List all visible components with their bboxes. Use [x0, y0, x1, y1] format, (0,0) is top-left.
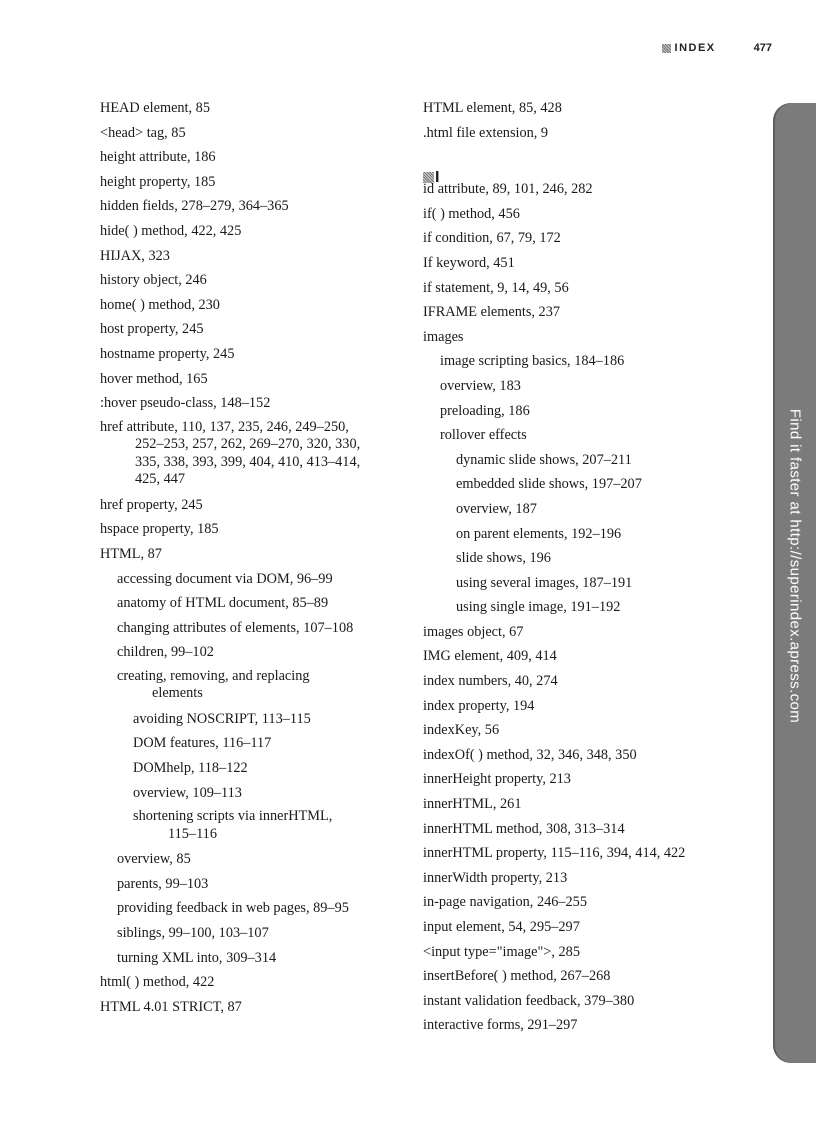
index-entry — [456, 522, 758, 547]
index-entry — [423, 202, 758, 227]
index-entry — [117, 872, 405, 897]
index-entry — [423, 915, 758, 940]
index-entry — [100, 342, 405, 367]
index-entry-text: HEAD element, 85 — [100, 100, 210, 116]
index-entry-text: HTML 4.01 STRICT, 87 — [100, 998, 242, 1015]
index-entry — [423, 276, 758, 301]
index-entry-text: innerHTML, 261 — [423, 796, 522, 813]
index-entry-text: input element, 54, 295–297 — [423, 919, 580, 935]
index-entry-text: <head> tag, 85 — [100, 124, 186, 141]
index-entry — [423, 817, 758, 842]
index-entry-text: indexKey, 56 — [423, 722, 500, 739]
index-entry-text: providing feedback in web pages, 89–95 — [117, 900, 349, 917]
index-entry-text: IFRAME elements, 237 — [423, 304, 561, 321]
index-entry — [100, 317, 405, 342]
index-entry-continuation: 425, 447 — [135, 471, 186, 488]
index-entry — [423, 226, 758, 251]
index-entry-continuation: 335, 338, 393, 399, 404, 410, 413–414, — [135, 453, 361, 470]
index-entry-text: innerWidth property, 213 — [423, 869, 568, 886]
index-entry-text: id attribute, 89, 101, 246, 282 — [423, 181, 593, 198]
index-entry-text: index property, 194 — [423, 697, 535, 714]
index-entry-text: changing attributes of elements, 107–108 — [117, 619, 354, 636]
index-entry-text: images object, 67 — [423, 623, 524, 640]
index-entry-text: href attribute, 110, 137, 235, 246, 249–250, — [100, 418, 349, 435]
index-entry-continuation: 115–116 — [168, 825, 217, 842]
header-section-label: INDEX — [674, 42, 716, 54]
index-entry — [100, 121, 405, 146]
index-entry-text: siblings, 99–100, 103–107 — [117, 925, 269, 942]
index-entry — [440, 399, 758, 424]
index-entry — [133, 731, 405, 756]
index-entry — [117, 896, 405, 921]
index-entry-text: index numbers, 40, 274 — [423, 673, 558, 690]
index-entry — [423, 743, 758, 768]
index-entry — [100, 970, 405, 995]
index-entry — [423, 890, 758, 915]
index-entry — [423, 251, 758, 276]
index-entry-text: overview, 109–113 — [133, 784, 242, 801]
index-entry-text: shortening scripts via innerHTML, — [133, 808, 333, 825]
index-entry — [117, 921, 405, 946]
index-entry-text: children, 99–102 — [117, 644, 214, 661]
index-entry — [456, 497, 758, 522]
index-entry — [423, 669, 758, 694]
index-entry-text: host property, 245 — [100, 321, 204, 338]
index-entry-text: hover method, 165 — [100, 370, 208, 387]
index-entry — [423, 121, 758, 146]
index-entry-text: HTML, 87 — [100, 545, 162, 562]
index-entry-text: on parent elements, 192–196 — [456, 525, 622, 542]
index-entry — [423, 866, 758, 891]
index-entry-text: interactive forms, 291–297 — [423, 1017, 578, 1034]
index-entry — [423, 177, 758, 202]
index-entry — [117, 847, 405, 872]
index-entry-text: parents, 99–103 — [117, 875, 209, 892]
index-entry — [456, 472, 758, 497]
index-entry-text: using single image, 191–192 — [456, 599, 621, 616]
index-group-h-continued — [423, 96, 758, 145]
index-entry-text: DOM features, 116–117 — [133, 735, 272, 752]
index-entry — [423, 767, 758, 792]
index-entry — [100, 293, 405, 318]
index-entry — [456, 595, 758, 620]
index-entry — [423, 325, 758, 350]
index-entry — [100, 194, 405, 219]
index-entry — [423, 96, 758, 121]
index-entry — [100, 367, 405, 392]
index-entry — [100, 268, 405, 293]
index-entry-text: height attribute, 186 — [100, 149, 216, 166]
index-entry-text: accessing document via DOM, 96–99 — [117, 570, 333, 587]
index-entry — [100, 416, 405, 493]
index-entry-text: innerHeight property, 213 — [423, 771, 571, 788]
index-entry — [100, 493, 405, 518]
index-entry-continuation: elements — [152, 685, 203, 702]
index-entry — [117, 567, 405, 592]
index-entry-text: if statement, 9, 14, 49, 56 — [423, 279, 569, 296]
index-entry-text: history object, 246 — [100, 272, 207, 289]
index-entry-text: image scripting basics, 184–186 — [440, 353, 625, 370]
index-entry — [440, 374, 758, 399]
index-entry-text: avoiding NOSCRIPT, 113–115 — [133, 710, 311, 727]
index-entry-text: height property, 185 — [100, 173, 216, 190]
index-entry — [423, 841, 758, 866]
index-entry-continuation: 252–253, 257, 262, 269–270, 320, 330, — [135, 436, 361, 453]
index-entry — [100, 219, 405, 244]
index-entry-text: hide( ) method, 422, 425 — [100, 222, 242, 239]
index-entry-text: DOMhelp, 118–122 — [133, 760, 248, 777]
index-entry-text: slide shows, 196 — [456, 550, 551, 567]
index-entry-text: <input type="image">, 285 — [423, 943, 580, 960]
index-entry-text: instant validation feedback, 379–380 — [423, 992, 635, 1009]
index-column-left — [100, 96, 405, 1019]
index-entry-text: embedded slide shows, 197–207 — [456, 476, 642, 493]
index-entry-text: dynamic slide shows, 207–211 — [456, 451, 632, 468]
index-entry-text: if condition, 67, 79, 172 — [423, 230, 561, 247]
index-entry-text: innerHTML property, 115–116, 394, 414, 422 — [423, 845, 686, 862]
index-entry-text: insertBefore( ) method, 267–268 — [423, 968, 611, 985]
index-group-i — [423, 177, 758, 1038]
index-entry-text: overview, 183 — [440, 377, 521, 394]
index-entry — [423, 620, 758, 645]
index-entry — [100, 145, 405, 170]
index-entry — [423, 644, 758, 669]
letter-heading — [423, 145, 758, 186]
page-number: 477 — [753, 42, 772, 54]
index-entry — [423, 718, 758, 743]
index-entry-text: :hover pseudo-class, 148–152 — [100, 395, 271, 412]
header-square-icon — [662, 44, 671, 53]
index-entry-text: indexOf( ) method, 32, 346, 348, 350 — [423, 746, 637, 763]
index-entry-text: home( ) method, 230 — [100, 296, 220, 313]
index-entry — [117, 665, 405, 707]
index-entry — [100, 170, 405, 195]
side-tab-text: Find it faster at http://superindex.apress.com — [786, 408, 804, 724]
index-entry-text: HIJAX, 323 — [100, 247, 170, 264]
index-entry — [133, 805, 405, 847]
index-entry — [133, 707, 405, 732]
index-entry-text: hostname property, 245 — [100, 345, 235, 362]
index-entry — [100, 244, 405, 269]
index-entry — [100, 517, 405, 542]
index-column-right — [423, 96, 758, 1038]
index-entry — [456, 546, 758, 571]
index-entry — [100, 542, 405, 567]
index-entry-text: HTML element, 85, 428 — [423, 100, 562, 116]
index-entry — [423, 989, 758, 1014]
index-entry — [423, 694, 758, 719]
index-entry-text: overview, 85 — [117, 851, 191, 868]
index-entry — [133, 756, 405, 781]
index-entry-text: hidden fields, 278–279, 364–365 — [100, 198, 289, 215]
index-entry — [117, 640, 405, 665]
index-entry-text: overview, 187 — [456, 500, 537, 517]
index-entry — [423, 792, 758, 817]
index-entry — [423, 300, 758, 325]
index-entry-text: anatomy of HTML document, 85–89 — [117, 595, 329, 612]
index-entry — [456, 448, 758, 473]
index-entry-text: in-page navigation, 246–255 — [423, 894, 587, 911]
index-entry-text: creating, removing, and replacing — [117, 667, 310, 684]
index-entry — [117, 946, 405, 971]
index-entry-text: images — [423, 328, 464, 345]
index-entry-text: IMG element, 409, 414 — [423, 648, 557, 665]
index-entry — [117, 591, 405, 616]
index-entry-text: if( ) method, 456 — [423, 205, 520, 222]
index-entry — [133, 781, 405, 806]
index-entry — [100, 995, 405, 1020]
index-entry-text: rollover effects — [440, 427, 527, 444]
running-header — [662, 42, 772, 54]
letter-heading-char: I — [435, 168, 440, 186]
index-entry — [423, 964, 758, 989]
index-entry — [100, 391, 405, 416]
index-entry — [100, 96, 405, 121]
index-entry — [456, 571, 758, 596]
index-entry — [423, 940, 758, 965]
index-entry-text: preloading, 186 — [440, 402, 530, 419]
index-entry-text: href property, 245 — [100, 496, 203, 513]
index-entry-text: using several images, 187–191 — [456, 574, 633, 591]
index-entry-text: .html file extension, 9 — [423, 124, 549, 141]
index-entry-text: hspace property, 185 — [100, 521, 219, 538]
index-entry-text: turning XML into, 309–314 — [117, 949, 277, 966]
index-entry — [117, 616, 405, 641]
index-entry — [440, 349, 758, 374]
index-entry-text: innerHTML method, 308, 313–314 — [423, 820, 625, 837]
index-entry-text: html( ) method, 422 — [100, 974, 215, 991]
index-entry — [440, 423, 758, 448]
index-entry-text: If keyword, 451 — [423, 254, 515, 271]
index-entry — [423, 1013, 758, 1038]
